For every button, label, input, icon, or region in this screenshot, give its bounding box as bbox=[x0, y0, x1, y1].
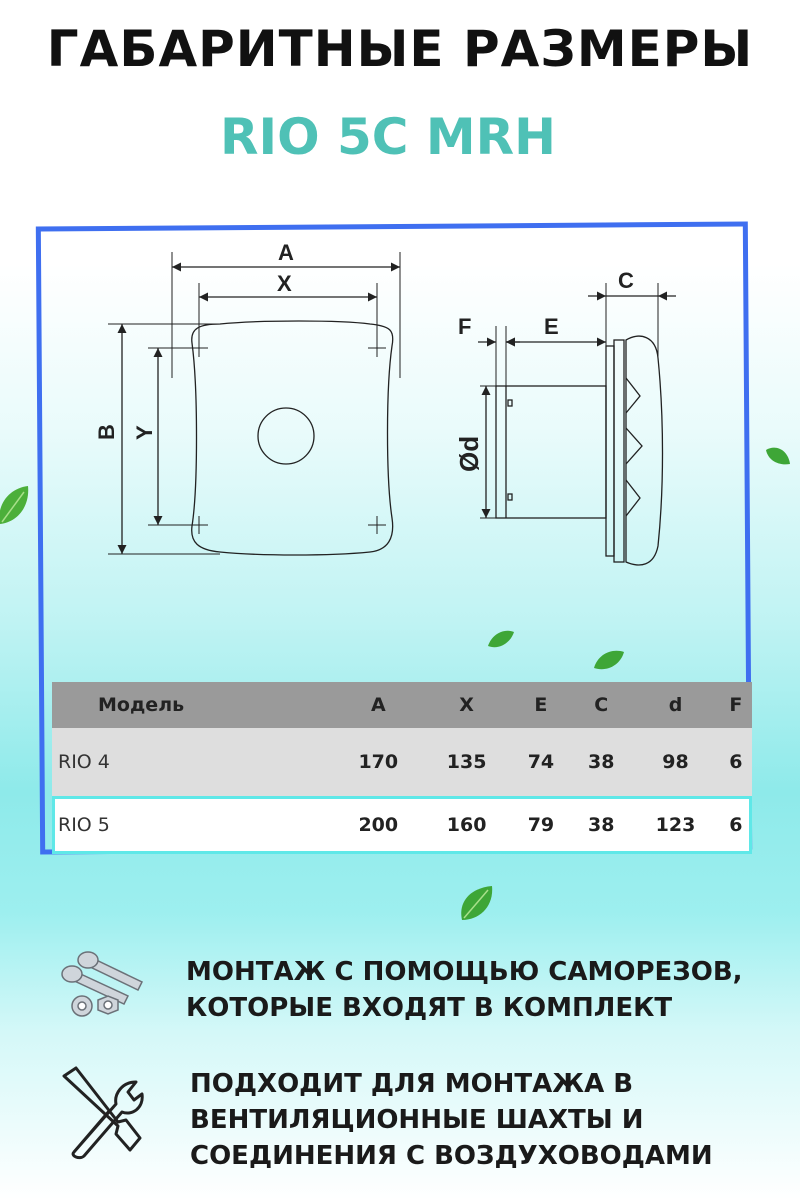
col-f: F bbox=[720, 682, 752, 728]
cell-e: 74 bbox=[511, 728, 571, 796]
cell-d: 123 bbox=[631, 796, 719, 854]
leaf-icon bbox=[764, 444, 792, 468]
feature-ducts bbox=[190, 1066, 713, 1174]
leaf-icon bbox=[592, 648, 626, 672]
cell-c: 38 bbox=[571, 796, 631, 854]
cell-a: 170 bbox=[334, 728, 422, 796]
feature-line: СОЕДИНЕНИЯ С ВОЗДУХОВОДАМИ bbox=[190, 1141, 713, 1171]
label-x: X bbox=[277, 271, 292, 296]
cell-model: RIO 5 bbox=[52, 796, 334, 854]
label-y: Y bbox=[132, 425, 157, 440]
table-row bbox=[52, 796, 752, 854]
leaf-icon bbox=[486, 628, 516, 650]
feature-line: КОТОРЫЕ ВХОДЯТ В КОМПЛЕКТ bbox=[186, 993, 673, 1023]
label-c: C bbox=[618, 268, 634, 293]
dimension-diagram bbox=[40, 228, 750, 668]
col-e: E bbox=[511, 682, 571, 728]
fan-front-panel bbox=[192, 321, 393, 555]
cell-f: 6 bbox=[720, 796, 752, 854]
model-name: RIO 5C MRH bbox=[219, 108, 556, 166]
label-b: B bbox=[94, 424, 119, 440]
feature-line: ВЕНТИЛЯЦИОННЫЕ ШАХТЫ И bbox=[190, 1105, 644, 1135]
feature-line: МОНТАЖ С ПОМОЩЬЮ САМОРЕЗОВ, bbox=[186, 957, 743, 987]
col-a: A bbox=[334, 682, 422, 728]
page-title: ГАБАРИТНЫЕ РАЗМЕРЫ bbox=[46, 20, 754, 78]
cell-x: 160 bbox=[422, 796, 510, 854]
cell-x: 135 bbox=[422, 728, 510, 796]
feature-line: ПОДХОДИТ ДЛЯ МОНТАЖА В bbox=[190, 1069, 634, 1099]
cell-c: 38 bbox=[571, 728, 631, 796]
label-e: E bbox=[544, 314, 559, 339]
feature-screws bbox=[186, 954, 743, 1026]
screws-icon bbox=[58, 948, 154, 1020]
tools-icon bbox=[56, 1064, 148, 1160]
col-x: X bbox=[422, 682, 510, 728]
leaf-icon bbox=[0, 484, 32, 528]
table-row bbox=[52, 728, 752, 796]
label-a: A bbox=[278, 240, 294, 265]
cell-model: RIO 4 bbox=[52, 728, 334, 796]
label-f: F bbox=[458, 314, 472, 339]
table-header-row bbox=[52, 682, 752, 728]
dimensions-table bbox=[52, 682, 752, 854]
label-d: Ød bbox=[454, 435, 484, 472]
cell-d: 98 bbox=[631, 728, 719, 796]
cell-f: 6 bbox=[720, 728, 752, 796]
col-c: C bbox=[571, 682, 631, 728]
col-d: d bbox=[631, 682, 719, 728]
fan-center-cap bbox=[258, 408, 314, 464]
cell-e: 79 bbox=[511, 796, 571, 854]
fan-side-cover bbox=[626, 336, 663, 565]
leaf-icon bbox=[456, 884, 496, 924]
col-model: Модель bbox=[52, 682, 334, 728]
cell-a: 200 bbox=[334, 796, 422, 854]
